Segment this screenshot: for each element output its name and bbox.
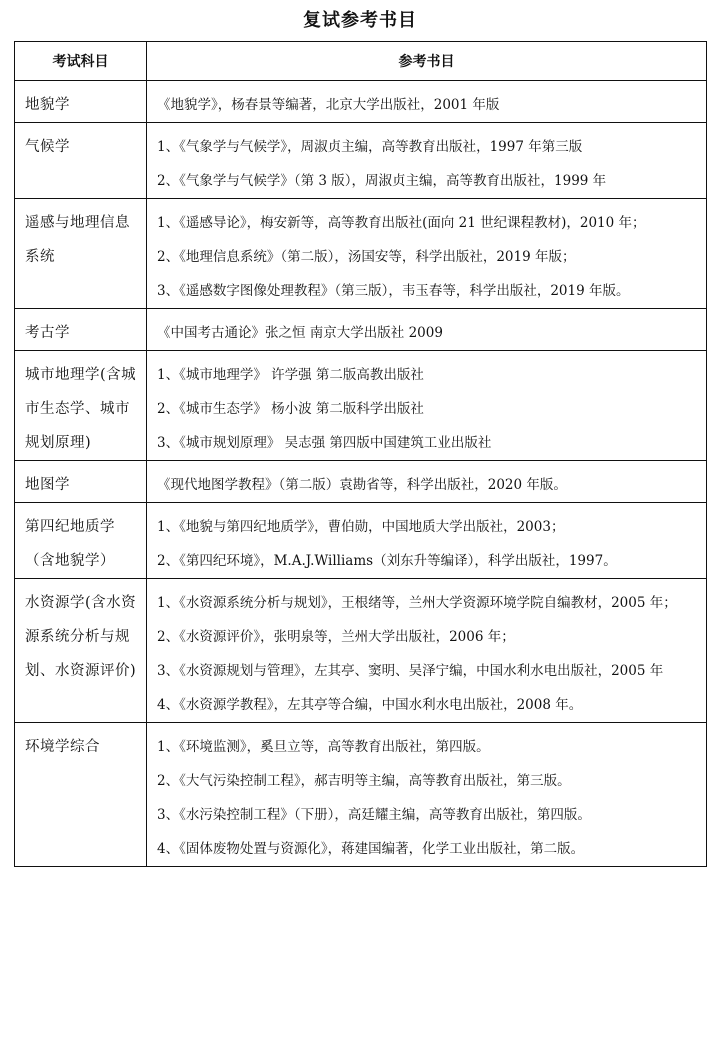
subject-cell: 第四纪地质学（含地貌学） (15, 503, 147, 579)
book-entry: 《地貌学》，杨春景等编著，北京大学出版社，2001 年版 (157, 97, 500, 113)
book-entry: 3、《遥感数字图像处理教程》（第三版），韦玉春等，科学出版社，2019 年版。 (157, 283, 630, 299)
table-row (15, 123, 707, 199)
table-row (15, 579, 707, 723)
table-row (15, 199, 707, 309)
books-cell (147, 461, 707, 503)
book-entry: 2、《气象学与气候学》（第 3 版），周淑贞主编，高等教育出版社，1999 年 (157, 173, 607, 189)
reference-books-table (14, 41, 707, 867)
document-title: 复试参考书目 (303, 10, 417, 31)
book-entry: 1、《遥感导论》，梅安新等，高等教育出版社(面向 21 世纪课程教材)，2010 年； (157, 215, 646, 231)
books-cell (147, 123, 707, 199)
books-cell (147, 579, 707, 723)
table-row (15, 461, 707, 503)
book-entry: 《现代地图学教程》（第二版）袁勘省等，科学出版社，2020 年版。 (157, 477, 567, 493)
book-entry: 2、《大气污染控制工程》，郝吉明等主编，高等教育出版社，第三版。 (157, 773, 571, 789)
book-entry: 2、《城市生态学》 杨小波 第二版科学出版社 (157, 401, 424, 417)
subject-cell: 城市地理学(含城市生态学、城市规划原理) (15, 351, 147, 461)
books-cell (147, 723, 707, 867)
book-entry: 2、《第四纪环境》，M.A.J.Williams（刘东升等编译），科学出版社，1997。 (157, 553, 617, 569)
subject-cell: 遥感与地理信息系统 (15, 199, 147, 309)
book-entry: 《中国考古通论》张之恒 南京大学出版社 2009 (157, 325, 443, 341)
table-row (15, 723, 707, 867)
books-cell (147, 199, 707, 309)
books-cell (147, 81, 707, 123)
book-entry: 3、《城市规划原理》 吴志强 第四版中国建筑工业出版社 (157, 435, 492, 451)
table-row (15, 309, 707, 351)
subject-cell: 气候学 (15, 123, 147, 199)
subject-cell: 地图学 (15, 461, 147, 503)
books-cell (147, 351, 707, 461)
book-entry: 1、《地貌与第四纪地质学》，曹伯勋，中国地质大学出版社，2003； (157, 519, 565, 535)
book-entry: 3、《水资源规划与管理》，左其亭、窦明、吴泽宁编，中国水利水电出版社，2005 年 (157, 663, 664, 679)
book-entry: 2、《水资源评价》，张明泉等，兰州大学出版社，2006 年； (157, 629, 515, 645)
subject-cell: 考古学 (15, 309, 147, 351)
subject-cell: 水资源学(含水资源系统分析与规划、水资源评价) (15, 579, 147, 723)
book-entry: 3、《水污染控制工程》（下册），高廷耀主编，高等教育出版社，第四版。 (157, 807, 591, 823)
table-body (15, 81, 707, 867)
books-cell (147, 503, 707, 579)
book-entry: 1、《城市地理学》 许学强 第二版高教出版社 (157, 367, 424, 383)
header-subject: 考试科目 (15, 42, 147, 81)
book-entry: 1、《环境监测》，奚旦立等，高等教育出版社，第四版。 (157, 739, 490, 755)
subject-cell: 地貌学 (15, 81, 147, 123)
subject-cell: 环境学综合 (15, 723, 147, 867)
book-entry: 4、《固体废物处置与资源化》，蒋建国编著，化学工业出版社，第二版。 (157, 841, 585, 857)
table-row (15, 503, 707, 579)
header-books: 参考书目 (147, 42, 707, 81)
table-header-row (15, 42, 707, 81)
book-entry: 1、《水资源系统分析与规划》，王根绪等，兰州大学资源环境学院自编教材，2005 年； (157, 595, 677, 611)
table-row (15, 81, 707, 123)
book-entry: 2、《地理信息系统》（第二版），汤国安等，科学出版社，2019 年版； (157, 249, 576, 265)
table-row (15, 351, 707, 461)
book-entry: 4、《水资源学教程》，左其亭等合编，中国水利水电出版社，2008 年。 (157, 697, 583, 713)
book-entry: 1、《气象学与气候学》，周淑贞主编，高等教育出版社，1997 年第三版 (157, 139, 583, 155)
books-cell (147, 309, 707, 351)
